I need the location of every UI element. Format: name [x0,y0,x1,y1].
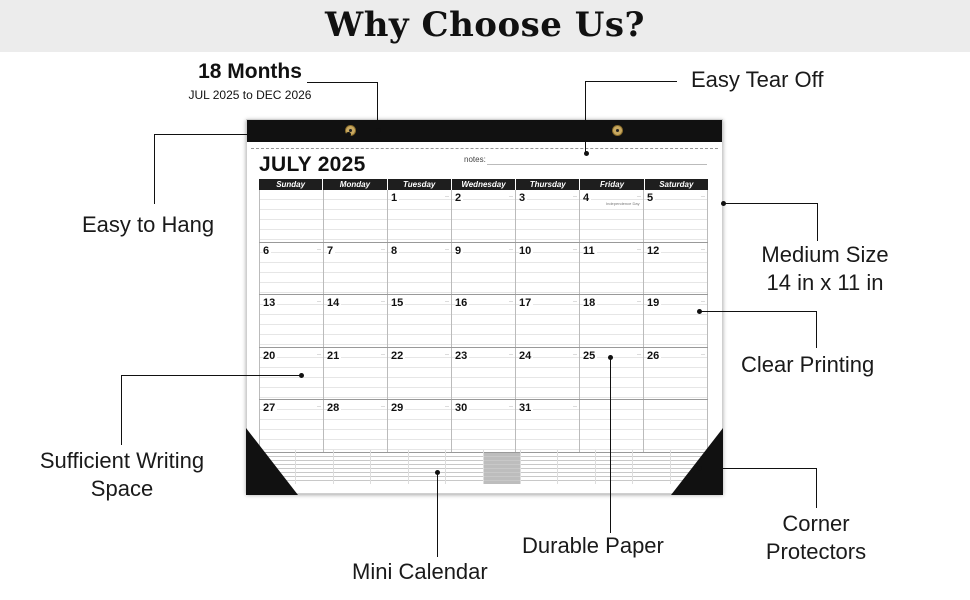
day-cell [452,190,516,242]
day-cell [644,243,708,295]
day-cell [516,295,580,347]
day-cell [388,348,452,400]
corner-protector-right-icon [671,428,723,495]
day-number: 3 [519,192,526,204]
callout-corner-protectors [746,510,886,566]
leader-dot [697,466,702,471]
day-number: 4 [583,192,590,204]
day-number: 29 [391,402,404,414]
day-of-year-mark: — [381,350,385,356]
leader-dot [346,132,351,137]
notes-label: notes: [464,155,486,164]
calendar-top-binding [247,120,722,142]
day-number: 1 [391,192,398,204]
weekday-label: Monday [323,179,387,190]
desk-calendar [246,119,723,494]
day-of-year-mark: — [381,403,385,408]
day-number: 7 [327,244,334,257]
day-of-year-mark: — [509,298,513,303]
day-cell [516,190,580,242]
day-cell [580,243,644,295]
leader-line [154,134,348,135]
calendar-week [259,243,708,296]
corner-protectors [246,428,723,496]
day-of-year-mark: — [445,193,449,198]
day-number: 21 [327,349,340,362]
leader-dot [376,128,381,133]
callout-medium-size [740,241,910,297]
day-number: 15 [391,297,404,309]
day-number: 8 [391,244,398,257]
day-cell [644,190,708,242]
day-cell [644,348,708,400]
day-of-year-mark: — [573,403,577,408]
day-number: 28 [327,402,340,414]
day-of-year-mark: — [637,298,641,303]
callout-durable-paper: Durable Paper [522,533,664,558]
leader-line [307,82,378,83]
leader-line [816,468,817,508]
day-cell [259,190,324,242]
day-of-year-mark: — [445,245,449,251]
leader-line [610,357,611,533]
day-of-year-mark: — [381,298,385,303]
calendar-grid [259,179,708,453]
holiday-label: Independence Day [606,201,640,206]
day-number: 27 [263,402,276,414]
weekday-header [259,179,708,190]
leader-line [121,375,122,445]
leader-dot [608,355,613,360]
day-of-year-mark: — [637,350,641,356]
day-cell [580,295,644,347]
day-cell [516,243,580,295]
leader-dot [721,201,726,206]
leader-line [585,81,677,82]
leader-line [816,311,817,348]
callout-medium-size-line1: Medium Size [761,242,889,267]
day-cell [516,348,580,400]
callout-writing-space-line1: Sufficient Writing [39,448,205,473]
leader-line [585,81,586,153]
day-of-year-mark: — [573,193,577,198]
page-title: Why Choose Us? [325,5,645,45]
calendar-week [259,190,708,243]
day-number: 11 [583,244,595,257]
leader-dot [697,309,702,314]
day-number: 10 [519,244,532,257]
weekday-label: Saturday [659,180,694,189]
leader-dot [299,373,304,378]
weekday-label: Sunday [259,179,323,190]
day-number: 31 [519,402,532,414]
callout-corner-line1: Corner [782,511,850,536]
day-of-year-mark: — [637,193,641,198]
tear-perforation [251,148,718,149]
day-of-year-mark: — [509,350,513,356]
day-of-year-mark: — [381,245,385,251]
notes-line [487,164,707,165]
day-number: 13 [263,297,276,309]
day-cell [452,243,516,295]
day-number: 16 [455,297,468,309]
calendar-month-title: JULY 2025 [259,153,366,176]
day-of-year-mark: — [637,245,641,251]
day-cell [388,190,452,242]
day-cell [388,243,452,295]
day-of-year-mark: — [509,193,513,198]
day-cell [324,295,388,347]
day-of-year-mark: — [317,245,321,251]
day-cell [259,243,324,295]
day-of-year-mark: — [573,350,577,356]
leader-line [121,375,301,376]
corner-protector-left-icon [246,428,298,495]
leader-line [699,468,817,469]
leader-line [154,134,155,204]
day-cell [324,243,388,295]
months-title: 18 Months [198,60,302,83]
leader-dot [435,470,440,475]
day-of-year-mark: — [317,298,321,303]
day-number: 19 [647,297,660,309]
callout-medium-size-line2: 14 in x 11 in [766,270,884,295]
day-of-year-mark: — [701,298,705,303]
day-number: 24 [519,349,532,362]
day-of-year-mark: — [317,350,321,356]
day-of-year-mark: — [573,298,577,303]
day-number: 2 [455,192,462,204]
callout-writing-space [22,447,222,503]
day-of-year-mark: — [701,245,705,251]
day-number: 30 [455,402,468,414]
weekday-label: Friday [580,179,644,190]
callout-writing-space-line2: Space [90,476,154,501]
day-number: 22 [391,349,404,362]
callout-mini-calendar: Mini Calendar [352,559,488,584]
day-number: 23 [455,349,468,362]
day-of-year-mark: — [445,350,449,356]
header-banner [0,0,970,52]
day-cell [644,295,708,347]
day-of-year-mark: — [701,350,705,356]
leader-line [699,311,817,312]
day-cell [388,295,452,347]
weekday-label: Thursday [516,179,580,190]
day-number: 9 [455,244,462,257]
leader-line [377,82,378,130]
day-number: 17 [519,297,532,309]
day-number: 25 [583,349,596,362]
day-of-year-mark: — [573,245,577,251]
day-of-year-mark: — [445,403,449,408]
day-number: 26 [647,349,660,362]
callout-clear-printing: Clear Printing [741,352,875,377]
leader-dot [584,151,589,156]
day-number: 18 [583,297,596,309]
day-of-year-mark: — [509,403,513,408]
day-cell [452,348,516,400]
day-of-year-mark: — [445,298,449,303]
day-cell [259,295,324,347]
callout-easy-to-hang: Easy to Hang [82,212,215,237]
months-subtitle: JUL 2025 to DEC 2026 [188,88,312,102]
day-number: 20 [263,349,276,362]
day-number: 12 [647,244,660,257]
weekday-label: Tuesday [388,179,452,190]
grommet-right-icon [612,125,623,136]
calendar-week [259,295,708,348]
day-of-year-mark: — [317,403,321,408]
leader-line [437,472,438,557]
day-cell [324,190,388,242]
day-number: 6 [263,244,270,257]
day-of-year-mark: — [509,245,513,251]
callout-corner-line2: Protectors [765,539,867,564]
day-cell [324,348,388,400]
day-number: 5 [647,192,654,204]
day-cell [452,295,516,347]
day-cell [259,348,324,400]
day-cell [580,190,644,242]
calendar-weeks [259,190,708,453]
leader-line [817,203,818,241]
callout-easy-tear-off: Easy Tear Off [691,67,824,92]
calendar-week [259,348,708,401]
weekday-label: Wednesday [452,179,516,190]
leader-line [723,203,818,204]
day-number: 14 [327,297,340,309]
day-of-year-mark: — [701,193,705,198]
